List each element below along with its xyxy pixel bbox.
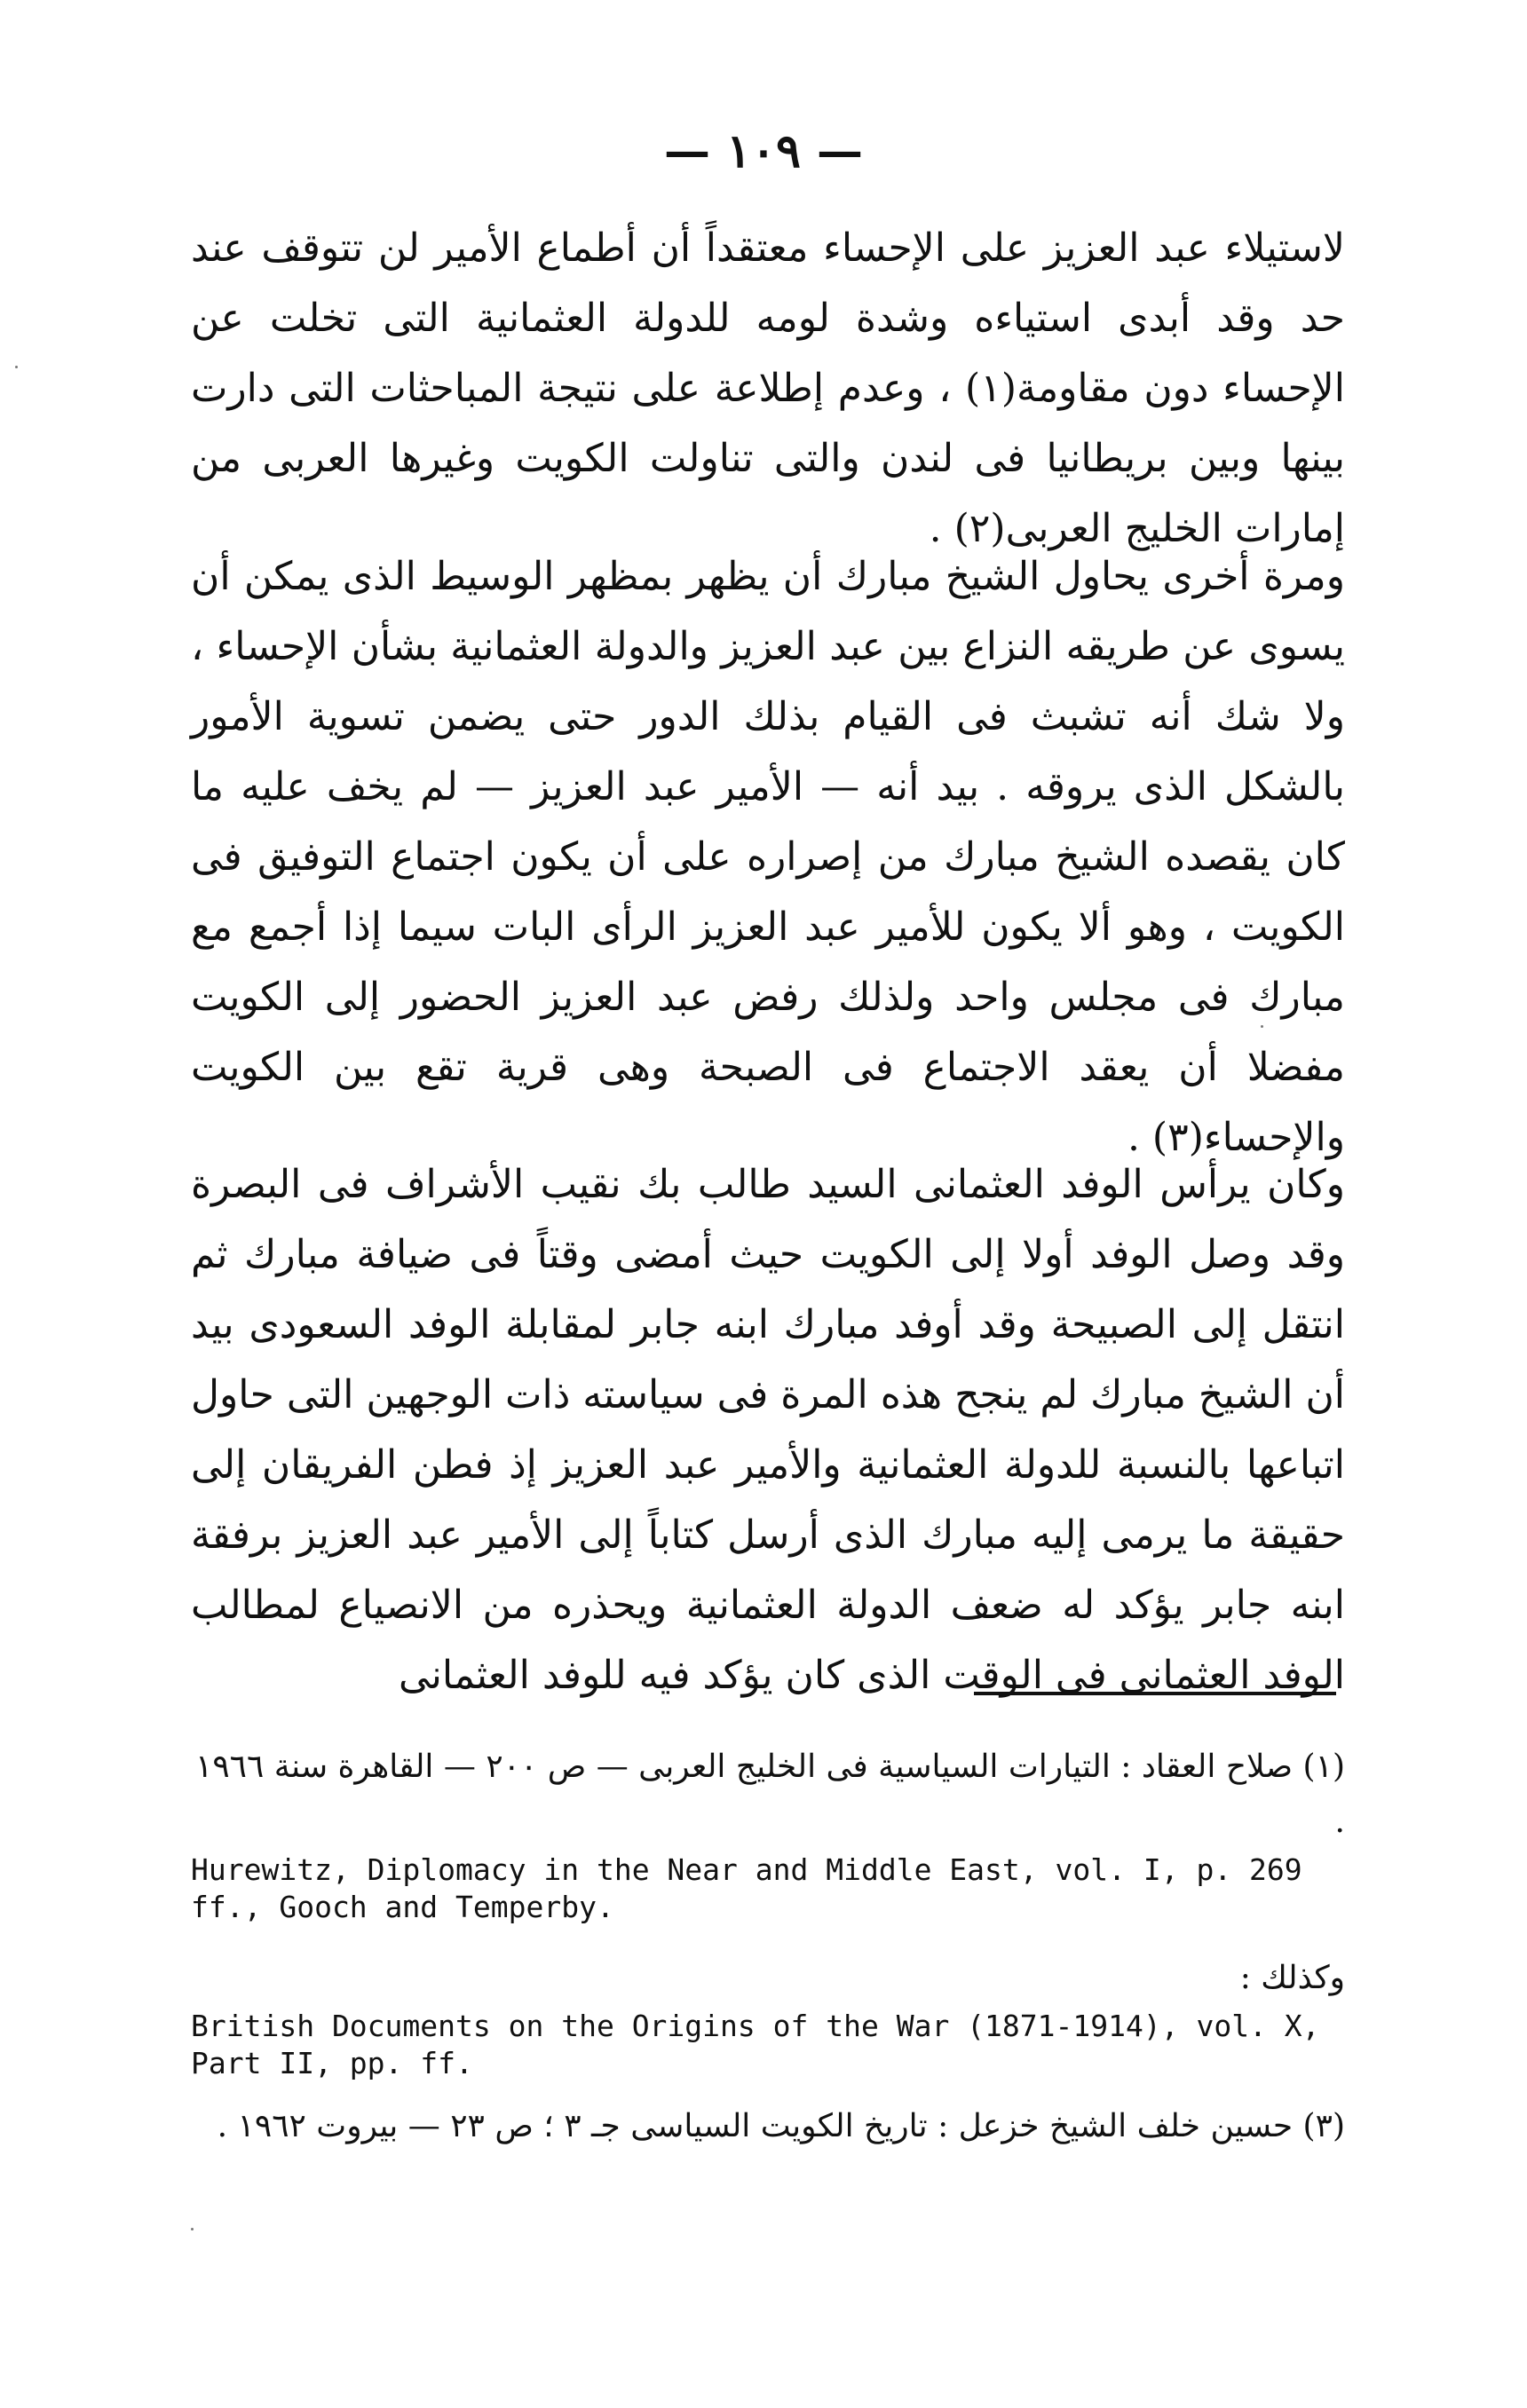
footnote-1-english: Hurewitz, Diplomacy in the Near and Middle East, vol. I, p. 269 ff., Gooch and Temperby. — [191, 1852, 1302, 1924]
scan-speck — [191, 2228, 194, 2230]
body-paragraph-3: وكان يرأس الوفد العثمانى السيد طالب بك نقيب الأشراف فى البصرة وقد وصل الوفد أولا إلى الكويت حيث أمضى وقتاً فى ضيافة مبارك ثم انتقل إلى الصبيحة وقد أوفد مبارك ابنه جابر لمقابلة الوفد السعودى بيد أن الشيخ مبارك لم ينجح هذه المرة فى سياسته ذات الوجهين التى حاول اتباعها بالنسبة للدولة العثمانية والأمير عبد العزيز إذ فطن الفريقان إلى حقيقة ما يرمى إليه مبارك الذى أرسل كتاباً إلى الأمير عبد العزيز برفقة ابنه جابر يؤكد له ضعف الدولة العثمانية ويحذره من الانصياع لمطالب الوفد العثمانى فى الوقت الذى كان يؤكد فيه للوفد العثمانى — [191, 1162, 1345, 1698]
footnote-2-arabic: وكذلك : — [1239, 1960, 1345, 1996]
footnote-divider — [974, 1692, 1336, 1695]
body-paragraph-1: لاستيلاء عبد العزيز على الإحساء معتقداً أن أطماع الأمير لن تتوقف عند حد وقد أبدى استياءه وشدة لومه للدولة العثمانية التى تخلت عن الإحساء دون مقاومة(١) ، وعدم إطلاعة على نتيجة المباحثات التى دارت بينها وبين بريطانيا فى لندن والتى تناولت الكويت وغيرها العربى من إمارات الخليج العربى(٢) . — [191, 225, 1345, 551]
scan-speck — [1261, 1025, 1263, 1028]
footnote-1-arabic: (١) صلاح العقاد : التيارات السياسية فى الخليج العربى — ص ٢٠٠ — القاهرة سنة ١٩٦٦ . — [195, 1749, 1345, 1840]
footnote-2-english: British Documents on the Origins of the War (1871-1914), vol. X, Part II, pp. ff. — [191, 2009, 1320, 2080]
page-number: — ١٠٩ — — [663, 124, 863, 178]
footnote-3-arabic: (٣) حسين خلف الشيخ خزعل : تاريخ الكويت السياسى جـ ٣ ؛ ص ٢٣ — بيروت ١٩٦٢ . — [217, 2108, 1345, 2144]
scan-speck — [15, 366, 18, 368]
body-paragraph-2: ومرة أخرى يحاول الشيخ مبارك أن يظهر بمظهر الوسيط الذى يمكن أن يسوى عن طريقه النزاع بين عبد العزيز والدولة العثمانية بشأن الإحساء ، ولا شك أنه تشبث فى القيام بذلك الدور حتى يضمن تسوية الأمور بالشكل الذى يروقه . بيد أنه — الأمير عبد العزيز — لم يخف عليه ما كان يقصده الشيخ مبارك من إصراره على أن يكون اجتماع التوفيق فى الكويت ، وهو ألا يكون للأمير عبد العزيز الرأى البات سيما إذا أجمع مع مبارك فى مجلس واحد ولذلك رفض عبد العزيز الحضور إلى الكويت مفضلا أن يعقد الاجتماع فى الصبحة وهى قرية تقع بين الكويت والإحساء(٣) . — [191, 554, 1345, 1160]
